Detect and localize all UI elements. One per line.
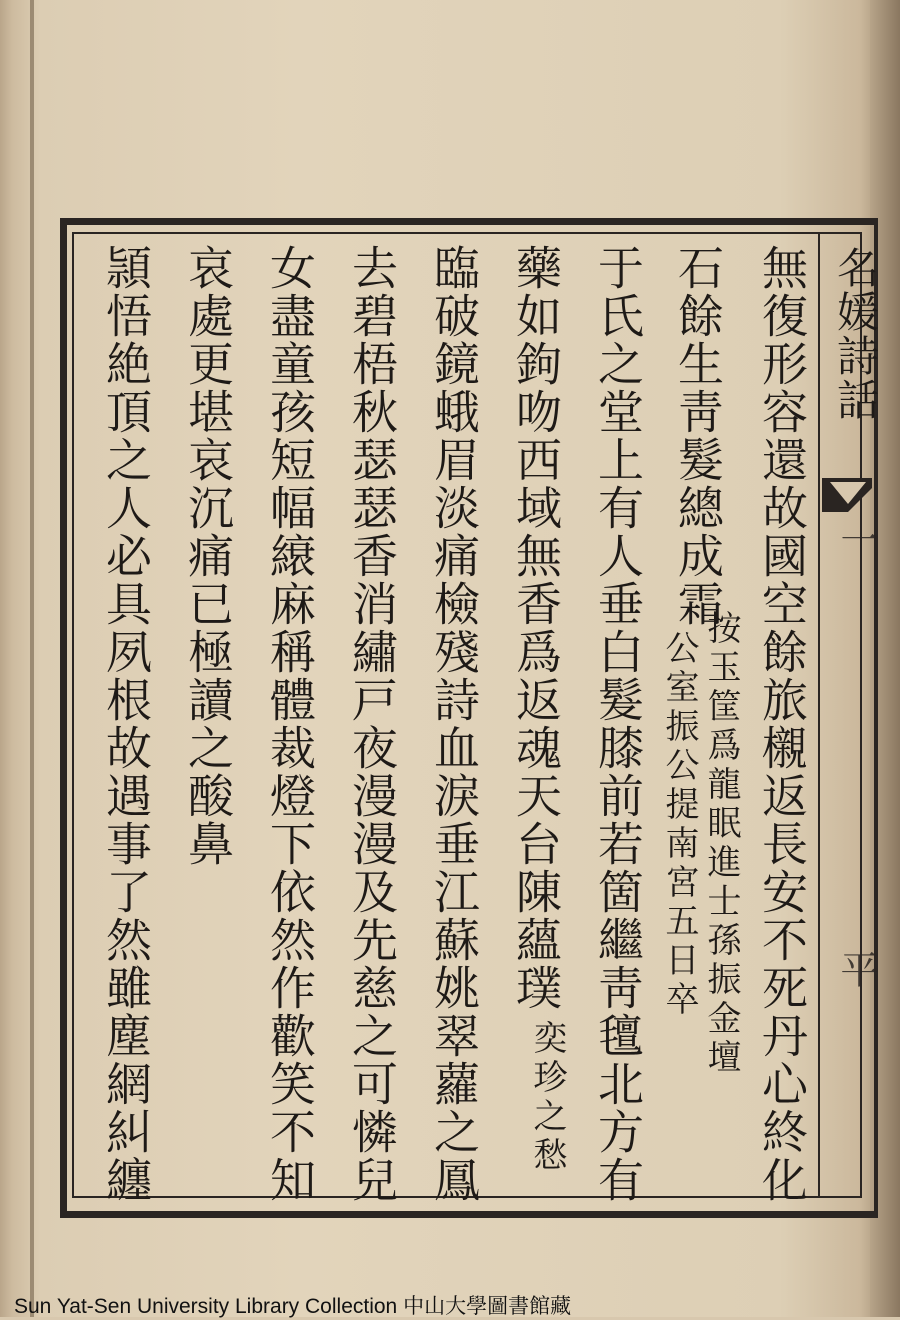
annotation-column-4: 奕珍之愁 <box>527 1020 567 1176</box>
text-column-5: 臨破鏡蛾眉淡痛檢殘詩血淚垂江蘇姚翠蘿之鳳 <box>427 244 481 1204</box>
text-column-6: 去碧梧秋瑟瑟香消繡戸夜漫漫及先慈之可憐兒 <box>345 244 399 1204</box>
text-column-8: 哀處更堪哀沉痛已極讀之酸鼻 <box>181 244 235 868</box>
text-column-1: 無復形容還故國空餘旅櫬返長安不死丹心終化 <box>755 244 809 1204</box>
library-watermark: Sun Yat-Sen University Library Collection 中山大學圖書館藏 <box>14 1295 572 1318</box>
text-column-9: 頴悟絶頂之人必具夙根故遇事了然雖塵網糾纏 <box>99 244 153 1204</box>
spine-edge <box>30 0 34 1317</box>
book-title: 名媛詩話 <box>831 246 880 422</box>
text-column-2: 石餘生靑髮總成霜 <box>671 244 725 628</box>
folio-numeral: 一 <box>834 520 878 558</box>
fishtail-mark <box>822 478 872 518</box>
center-column-divider <box>818 232 820 1198</box>
annotation-right: 按玉筐爲龍眠進士孫振金壇 <box>701 610 741 1078</box>
text-column-4: 藥如鉤吻西域無香爲返魂天台陳蘊璞 <box>509 244 563 1012</box>
annotation-left: 公室振公提南宮五日卒 <box>659 630 699 1020</box>
text-column-7: 女盡童孩短幅縗麻稱體裁燈下依然作歡笑不知 <box>263 244 317 1204</box>
text-column-3: 于氏之堂上有人垂白髮膝前若箇繼靑氊北方有 <box>591 244 645 1204</box>
folio-page: 平 <box>834 950 878 988</box>
